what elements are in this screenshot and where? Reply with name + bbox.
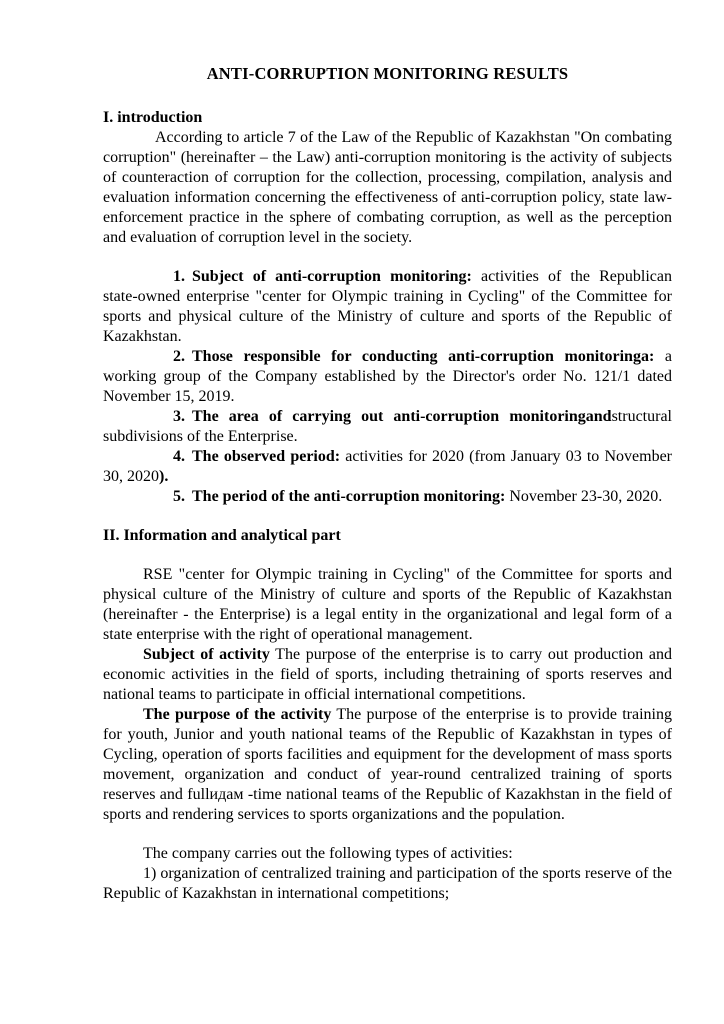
paragraph-activity-item: 1) organization of centralized training and participation of the sports reserve of the Republic of Kazakhstan in international competitions; [103, 865, 672, 902]
document-title: ANTI-CORRUPTION MONITORING RESULTS [206, 64, 569, 83]
list-item-text: activities for 2020 (from January 03 to November 30, 2020 [103, 448, 672, 485]
section-heading-analytical: II. Information and analytical part [103, 527, 341, 544]
list-item-4 [103, 447, 672, 487]
list-item-text: November 23-30, 2020. [505, 488, 663, 505]
intro-paragraph: According to article 7 of the Law of the Republic of Kazakhstan "On combating corruption" (hereinafter – the Law) anti-corruption monitoring is the activity of subjects of counteraction of corruption for the collection, processing, compilation, analysis and evaluation information concerning the effectiveness of anti-corruption policy, state law-enforcement practice in the sphere of combating corruption, as well as the perception and evaluation of corruption level in the society. [103, 129, 672, 246]
list-item-3 [103, 407, 672, 447]
paragraph-purpose-of-activity [103, 705, 672, 825]
paragraph-bold-lead: The purpose of the activity [143, 706, 332, 723]
paragraph-subject-of-activity [103, 645, 672, 705]
paragraph-text: The purpose of the enterprise is to provide training for youth, Junior and youth national teams of the Republic of Kazakhstan in types of Cycling, operation of sports facilities and equipment for the development of mass sports movement, organization and conduct of year-round centralized training of sports reserves and fullидам -time national teams of the Republic of Kazakhstan in the field of sports and rendering services to sports organizations and the population. [103, 706, 673, 823]
list-item-bold-lead: The observed period: [192, 448, 341, 465]
list-item-number: 3. [173, 408, 185, 425]
section-heading-introduction: I. introduction [103, 109, 203, 126]
list-item-bold-lead: Subject of anti-corruption monitoring: [192, 268, 472, 285]
paragraph-activities-lead: The company carries out the following types of activities: [143, 845, 513, 862]
list-item-1 [103, 267, 672, 347]
paragraph-text: The purpose of the enterprise is to carry out production and economic activities in the field of sports, including thetraining of sports reserves and national teams to participate in official international competitions. [103, 646, 672, 703]
list-item-number: 5. [173, 488, 185, 505]
list-item-5 [103, 487, 672, 507]
list-item-number: 1. [173, 268, 185, 285]
paragraph-bold-lead: Subject of activity [143, 646, 270, 663]
numbered-list [103, 267, 672, 507]
list-item-text: structural subdivisions of the Enterprise. [103, 408, 672, 445]
list-item-bold-suffix: ). [159, 468, 169, 485]
list-item-number: 4. [173, 448, 185, 465]
list-item-number: 2. [173, 348, 185, 365]
paragraph-rse: RSE "center for Olympic training in Cycling" of the Committee for sports and physical culture of the Ministry of culture and sports of the Republic of Kazakhstan (hereinafter - the Enterprise) is a legal entity in the organizational and legal form of a state enterprise with the right of operational management. [103, 566, 672, 643]
list-item-bold-lead: The period of the anti-corruption monitoring: [192, 488, 506, 505]
list-item-bold-lead: Those responsible for conducting anti-corruption monitoringa: [192, 348, 655, 365]
list-item-bold-lead: The area of carrying out anti-corruption monitoringand [192, 408, 612, 425]
list-item-text: activities of the Republican state-owned enterprise "center for Olympic training in Cycling" of the Committee for sports and physical culture of the Ministry of culture and sports of the Republic of Kazakhstan. [103, 268, 672, 345]
list-item-text: a working group of the Company established by the Director's order No. 121/1 dated November 15, 2019. [103, 348, 672, 405]
list-item-2 [103, 347, 672, 407]
